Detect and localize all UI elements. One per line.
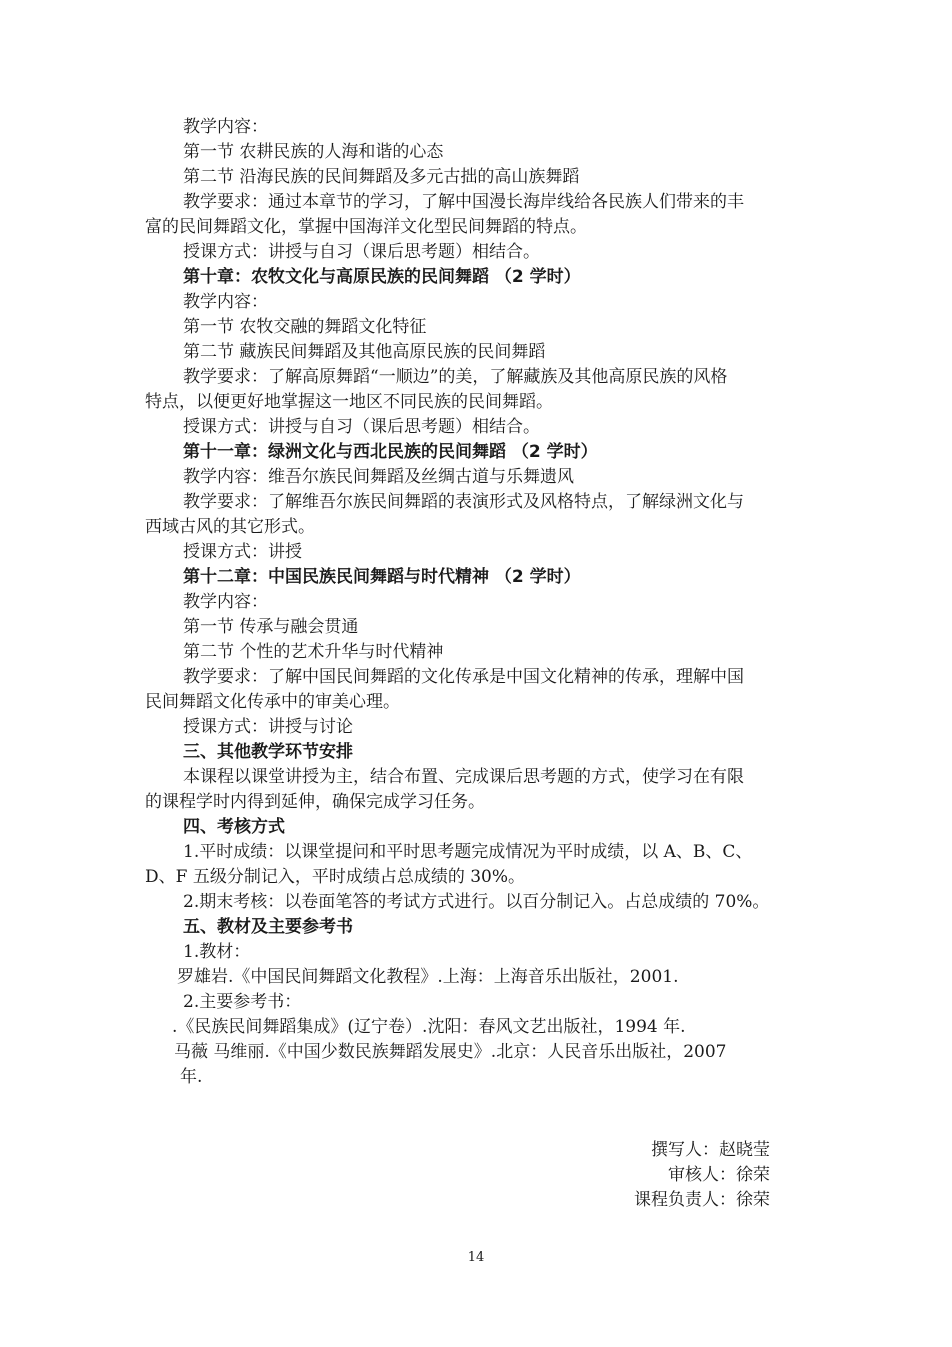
text-line: 第二节 藏族民间舞蹈及其他高原民族的民间舞蹈 [183, 342, 546, 362]
text-line: 1.平时成绩：以课堂提问和平时思考题完成情况为平时成绩，以 A、B、C、 [183, 842, 753, 862]
text-line: 2.主要参考书： [183, 992, 302, 1012]
text-line: 特点，以便更好地掌握这一地区不同民族的民间舞蹈。 [145, 392, 553, 412]
text-line: 教学内容： [183, 292, 268, 312]
text-line: 西域古风的其它形式。 [145, 517, 315, 537]
text-line: 授课方式：讲授与自习（课后思考题）相结合。 [183, 417, 540, 437]
text-line: 第一节 传承与融会贯通 [183, 617, 359, 637]
text-line: 富的民间舞蹈文化，掌握中国海洋文化型民间舞蹈的特点。 [145, 217, 587, 237]
text-line: 1.教材： [183, 942, 251, 962]
reference-line: .《民族民间舞蹈集成》(辽宁卷）.沈阳：春风文艺出版社，1994 年. [172, 1017, 686, 1037]
writer-signature: 撰写人：赵晓莹 [651, 1140, 770, 1160]
text-line: 教学要求：了解维吾尔族民间舞蹈的表演形式及风格特点，了解绿洲文化与 [183, 492, 744, 512]
text-line: 授课方式：讲授与自习（课后思考题）相结合。 [183, 242, 540, 262]
text-line: D、F 五级分制记入，平时成绩占总成绩的 30%。 [145, 867, 526, 887]
text-line: 教学要求：了解中国民间舞蹈的文化传承是中国文化精神的传承，理解中国 [183, 667, 744, 687]
chapter-heading: 第十二章：中国民族民间舞蹈与时代精神 （2 学时） [183, 567, 581, 587]
text-line: 第一节 农牧交融的舞蹈文化特征 [183, 317, 427, 337]
section-heading: 四、考核方式 [183, 817, 285, 837]
text-line: 民间舞蹈文化传承中的审美心理。 [145, 692, 400, 712]
text-line: 教学要求：通过本章节的学习，了解中国漫长海岸线给各民族人们带来的丰 [183, 192, 744, 212]
section-heading: 五、教材及主要参考书 [183, 917, 353, 937]
text-line: 第二节 沿海民族的民间舞蹈及多元古拙的高山族舞蹈 [183, 167, 580, 187]
text-line: 的课程学时内得到延伸，确保完成学习任务。 [145, 792, 485, 812]
text-line: 教学内容： [183, 592, 268, 612]
text-line: 教学要求：了解高原舞蹈“一顺边”的美，了解藏族及其他高原民族的风格 [183, 367, 728, 387]
text-line: 2.期末考核：以卷面笔答的考试方式进行。以百分制记入。占总成绩的 70%。 [183, 892, 770, 912]
text-line: 教学内容： [183, 117, 268, 137]
reference-line: 年. [180, 1067, 203, 1087]
chapter-heading: 第十一章：绿洲文化与西北民族的民间舞蹈 （2 学时） [183, 442, 598, 462]
owner-signature: 课程负责人：徐荣 [634, 1190, 770, 1210]
reference-line: 罗雄岩.《中国民间舞蹈文化教程》.上海：上海音乐出版社，2001. [177, 967, 679, 987]
text-line: 本课程以课堂讲授为主，结合布置、完成课后思考题的方式，使学习在有限 [183, 767, 744, 787]
reviewer-signature: 审核人：徐荣 [668, 1165, 770, 1185]
reference-line: 马薇 马维丽.《中国少数民族舞蹈发展史》.北京：人民音乐出版社，2007 [174, 1042, 727, 1062]
chapter-heading: 第十章：农牧文化与高原民族的民间舞蹈 （2 学时） [183, 267, 581, 287]
text-line: 授课方式：讲授与讨论 [183, 717, 353, 737]
text-line: 第二节 个性的艺术升华与时代精神 [183, 642, 444, 662]
text-line: 教学内容：维吾尔族民间舞蹈及丝绸古道与乐舞遗风 [183, 467, 574, 487]
text-line: 第一节 农耕民族的人海和谐的心态 [183, 142, 444, 162]
section-heading: 三、其他教学环节安排 [183, 742, 353, 762]
page-number: 14 [467, 1250, 485, 1265]
text-line: 授课方式：讲授 [183, 542, 302, 562]
